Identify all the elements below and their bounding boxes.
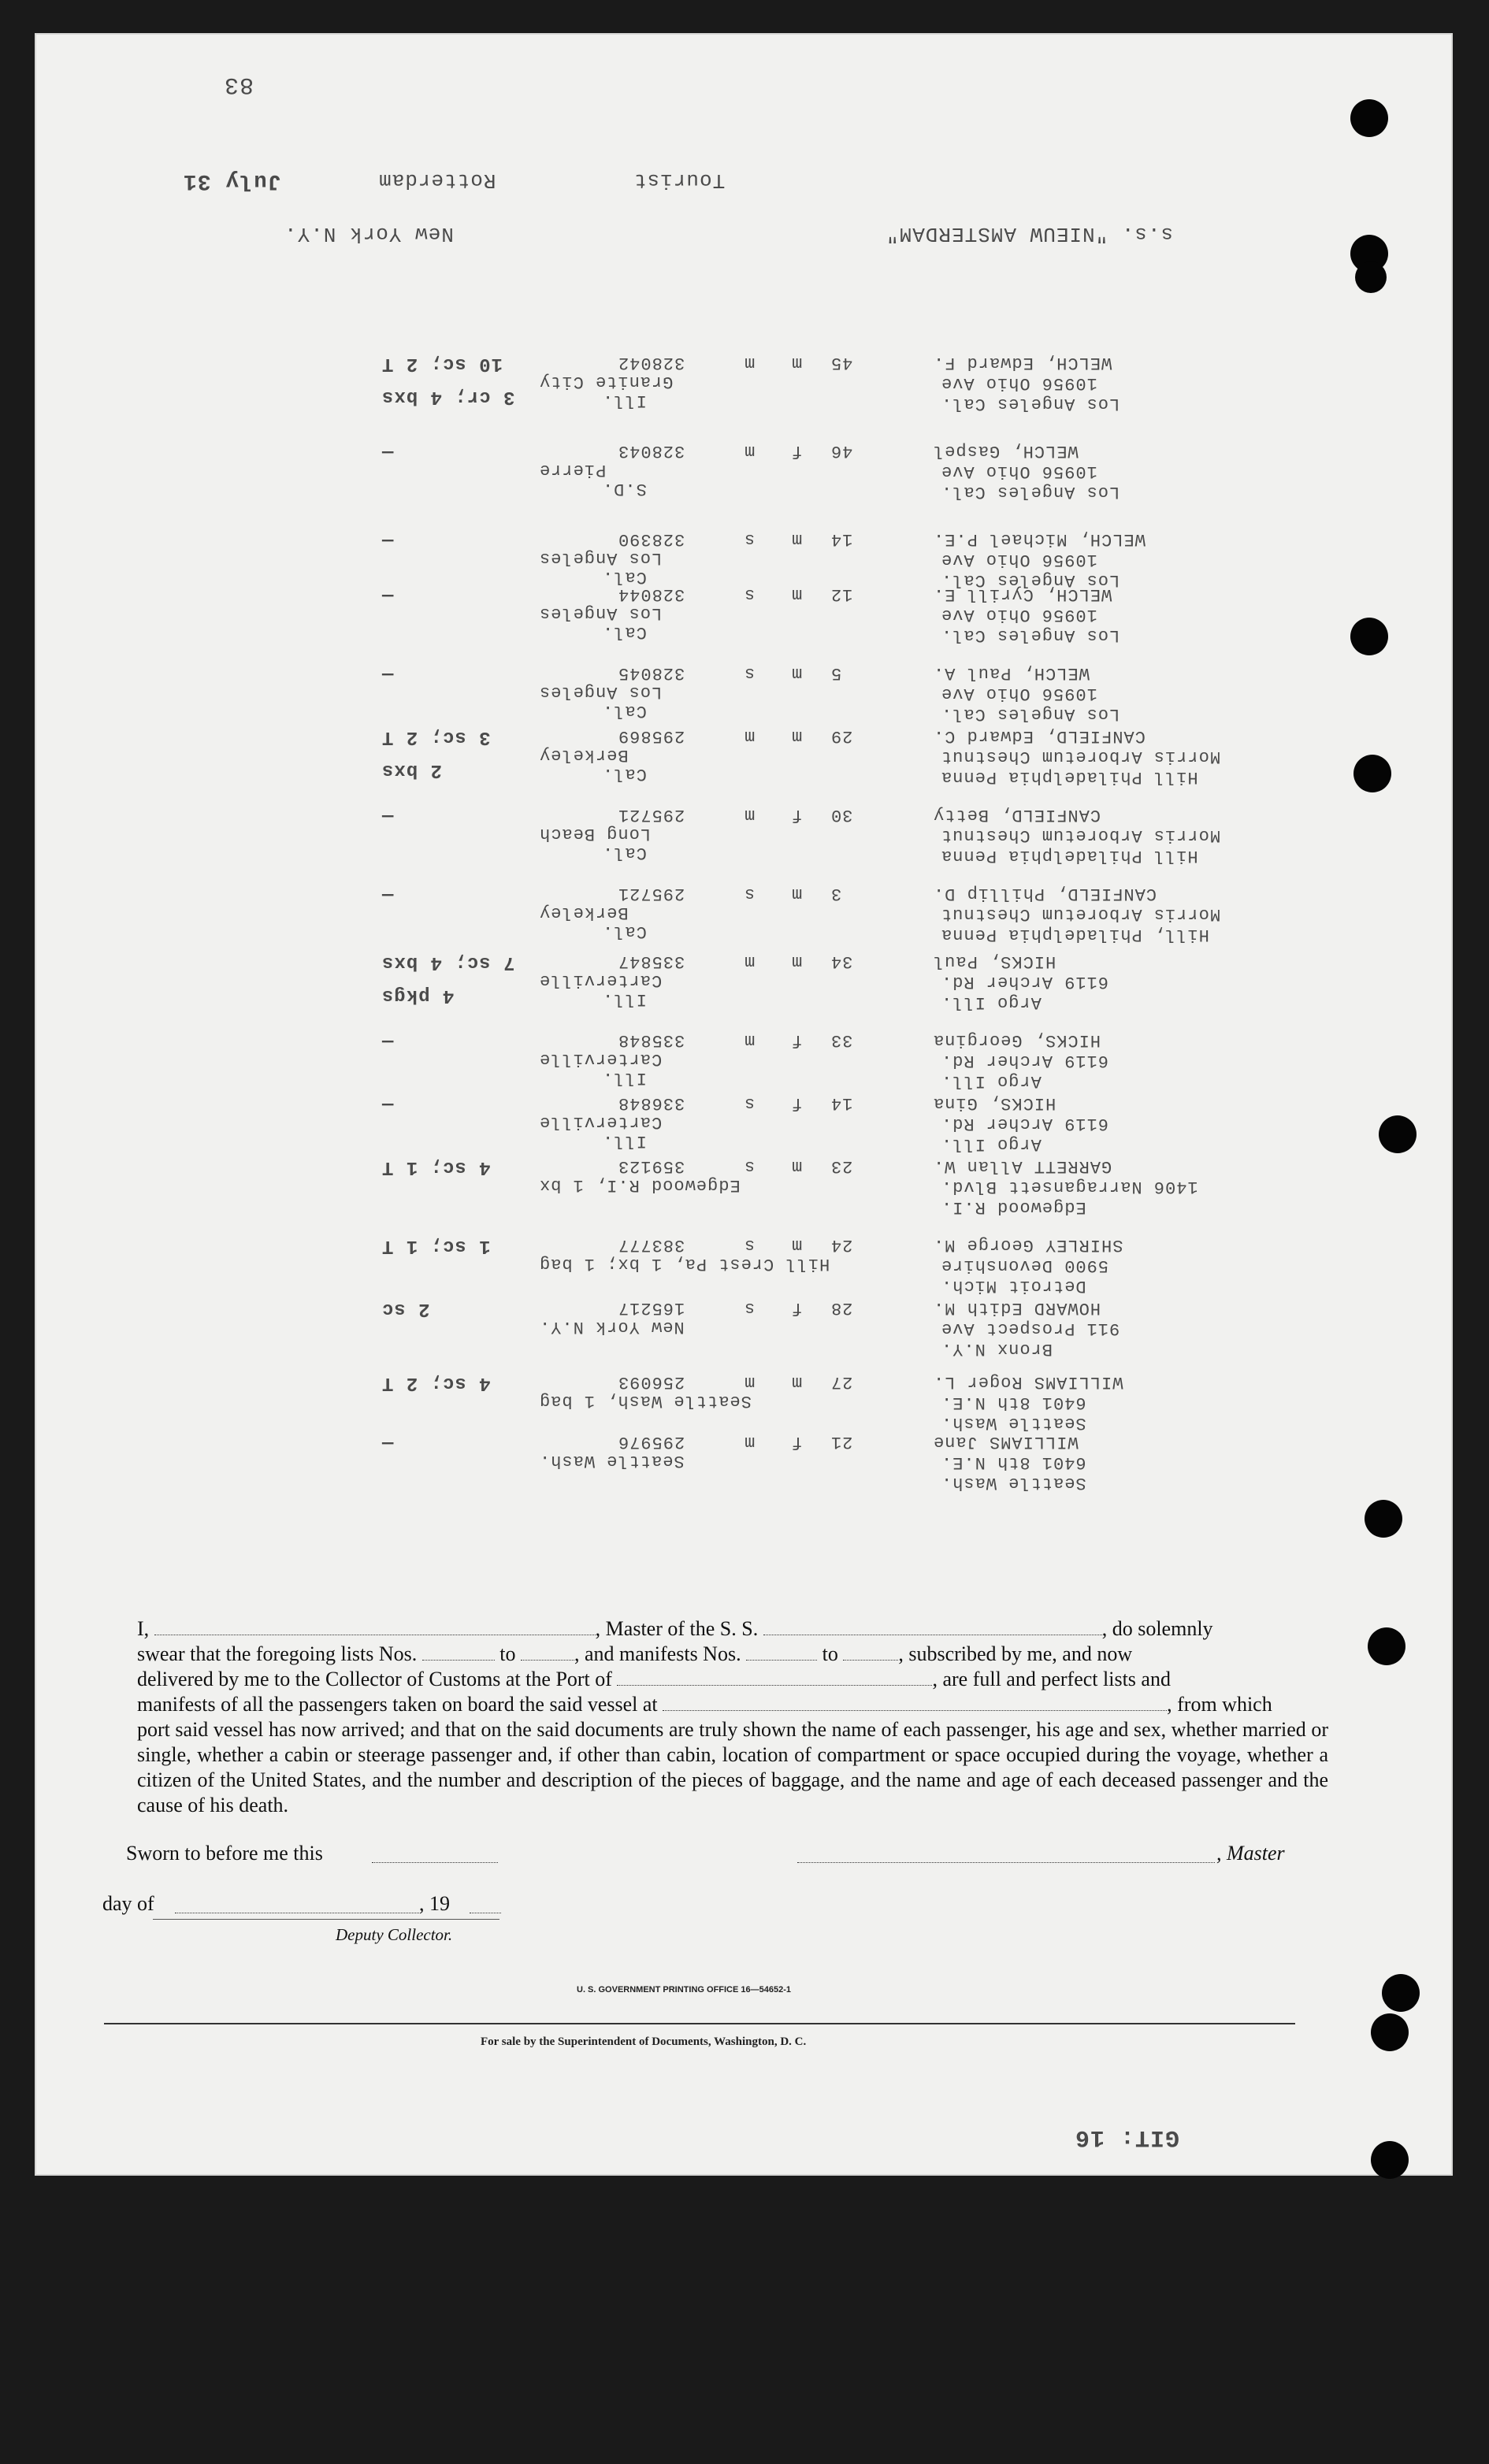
punch-hole — [1382, 1974, 1420, 2012]
passenger-: Los Angeles Cal. — [941, 570, 1120, 590]
passenger-name: SHIRLEY George M. — [933, 1235, 1123, 1255]
passenger-status: m — [744, 441, 756, 461]
punch-hole — [1355, 262, 1387, 293]
passenger-status: m — [744, 952, 756, 971]
oath-text: to — [499, 1642, 516, 1665]
passenger-: Los Angeles Cal. — [941, 482, 1120, 502]
passenger-baggage: 4 sc; 2 T — [381, 1372, 491, 1393]
passenger-baggage: 10 sc; 2 T — [381, 353, 503, 374]
ship-name: s.s. "NIEUW AMSTERDAM" — [886, 222, 1174, 246]
footer-rule — [104, 2023, 1295, 2024]
passenger-baggage: 3 sc; 2 T — [381, 726, 491, 748]
passenger-sex: m — [791, 584, 803, 604]
passenger-: 6401 8th N.E. — [941, 1393, 1086, 1412]
passenger-born: Edgewood R.I, 1 bx — [539, 1175, 741, 1195]
passenger-age: 12 — [830, 584, 853, 604]
passenger-status: s — [744, 584, 756, 604]
punch-hole — [1350, 99, 1388, 137]
passenger-sex: f — [791, 1298, 803, 1318]
passenger-born: Seattle Wash, 1 bag — [539, 1391, 752, 1411]
passenger-baggage: — — [381, 584, 394, 606]
passenger-: Edgewood R.I. — [941, 1197, 1086, 1217]
passenger-born: New York N.Y. — [539, 1317, 685, 1337]
oath-text: to — [822, 1642, 838, 1665]
passenger-: Argo Ill. — [941, 1071, 1042, 1091]
manifest-from-field[interactable] — [746, 1642, 817, 1661]
passenger-sex: m — [791, 1372, 803, 1392]
passenger-age: 28 — [830, 1298, 853, 1318]
passenger-: 6119 Archer Rd. — [941, 972, 1109, 992]
oath-text: , subscribed by me, and now — [898, 1642, 1133, 1665]
passenger-age: 29 — [830, 726, 853, 746]
sale-notice: For sale by the Superintendent of Documents, Washington, D. C. — [481, 2035, 807, 2048]
punch-hole — [1371, 2141, 1409, 2179]
deputy-collector-label: Deputy Collector. — [336, 1925, 453, 1944]
passenger-name: WELCH, Paul A. — [933, 663, 1090, 683]
oath-text: manifests of all the passengers taken on board the said vessel at — [137, 1693, 658, 1716]
passenger-: 10956 Ohio Ave — [941, 605, 1097, 625]
oath-paragraph — [137, 1616, 1328, 1818]
boarding-port-field[interactable] — [663, 1693, 1167, 1711]
passenger-born: Cal. — [602, 843, 647, 863]
passenger-sex: m — [791, 1156, 803, 1176]
passenger-: 1406 Narragansett Blvd. — [941, 1177, 1198, 1197]
passenger-cert: 359123 — [618, 1156, 685, 1176]
passenger-: Hill, Philadelphia Penna — [941, 925, 1209, 944]
page-number: 83 — [224, 71, 254, 98]
passenger-age: 45 — [830, 353, 853, 373]
passenger-name: WELCH, Edward F. — [933, 353, 1112, 373]
passenger-name: HICKS, Paul — [933, 952, 1056, 971]
ship-name-field[interactable] — [763, 1617, 1102, 1635]
passenger-: 6119 Archer Rd. — [941, 1114, 1109, 1134]
passenger-cert: 328042 — [618, 353, 685, 373]
passenger-name: WILLIAMS Jane — [933, 1432, 1079, 1452]
passenger-born: Seattle Wash. — [539, 1451, 685, 1471]
manifest-date: July 31 — [183, 169, 281, 193]
passenger-born: Carterville — [539, 1112, 663, 1132]
passenger-born: Los Angeles — [539, 682, 663, 702]
passenger-sex: m — [791, 663, 803, 683]
passenger-born: Ill. — [602, 1068, 647, 1088]
passenger-status: m — [744, 805, 756, 825]
punch-hole — [1365, 1500, 1402, 1538]
passenger-baggage: — — [381, 1030, 394, 1052]
passenger-age: 23 — [830, 1156, 853, 1176]
passenger-born: Cal. — [602, 764, 647, 784]
passenger-baggage: — — [381, 884, 394, 905]
passenger-baggage: 1 sc; 1 T — [381, 1235, 491, 1256]
passenger-: Los Angeles Cal. — [941, 704, 1120, 724]
passenger-status: s — [744, 1156, 756, 1176]
passenger-: Los Angeles Cal. — [941, 625, 1120, 645]
passenger-status: m — [744, 1030, 756, 1050]
passenger-status: s — [744, 663, 756, 683]
oath-text: swear that the foregoing lists Nos. — [137, 1642, 418, 1665]
passenger-age: 34 — [830, 952, 853, 971]
passenger-: 10956 Ohio Ave — [941, 373, 1097, 393]
passenger-baggage: — — [381, 529, 394, 551]
passenger-cert: 295721 — [618, 884, 685, 904]
passenger-name: CANFIELD, Betty — [933, 805, 1101, 825]
passenger-name: GARRETT Allan W. — [933, 1156, 1112, 1176]
passenger-cert: 383777 — [618, 1235, 685, 1255]
list-to-field[interactable] — [521, 1642, 574, 1661]
passenger-sex: m — [791, 726, 803, 746]
oath-text: port said vessel has now arrived; and that on the said documents are truly shown the name of each passenger, his age and sex, whether married or single, whether a cabin or steerage passenger and, if other than cabin, location of compartment or space occupied during the voyage, whether a citizen of the United States, and the number and description of the pieces of baggage, and the name and age of each deceased passenger and the cause of his death. — [137, 1718, 1328, 1816]
passenger-born: Pierre — [539, 460, 607, 480]
passenger-sex: f — [791, 1030, 803, 1050]
passenger-age: 24 — [830, 1235, 853, 1255]
passenger-baggage: 4 sc; 1 T — [381, 1156, 491, 1178]
day-field[interactable] — [175, 1895, 419, 1913]
passenger-cert: 328390 — [618, 529, 685, 549]
oath-text: I, — [137, 1617, 150, 1640]
passenger-sex: m — [791, 1235, 803, 1255]
passenger-: Detroit Mich. — [941, 1276, 1086, 1296]
passenger-sex: m — [791, 353, 803, 373]
passenger-: 911 Prospect Ave — [941, 1319, 1120, 1338]
passenger-age: 14 — [830, 529, 853, 549]
day-of-label: day of — [102, 1892, 154, 1915]
passenger-born: Cal. — [602, 922, 647, 941]
passenger-age: 46 — [830, 441, 853, 461]
passenger-name: CANFIELD, Edward C. — [933, 726, 1146, 746]
passenger-: 5900 Devonshire — [941, 1256, 1109, 1275]
passenger-baggage: — — [381, 441, 394, 462]
passenger-born: Granite City — [539, 372, 674, 391]
passenger-name: WILLIAMS Roger L. — [933, 1372, 1123, 1392]
passenger-: Seattle Wash. — [941, 1473, 1086, 1493]
passenger-born: Long Beach — [539, 824, 652, 844]
punch-hole — [1371, 2013, 1409, 2051]
passenger-status: s — [744, 884, 756, 904]
passenger-name: WELCH, Gaspel — [933, 441, 1079, 461]
punch-hole — [1350, 618, 1388, 655]
oath-text: , are full and perfect lists and — [932, 1668, 1171, 1690]
passenger-status: s — [744, 529, 756, 549]
passenger-born: Ill. — [602, 391, 647, 410]
passenger-: 10956 Ohio Ave — [941, 684, 1097, 703]
passenger-baggage: 3 cr; 4 bxs — [381, 386, 515, 407]
passenger-cert: 328045 — [618, 663, 685, 683]
passenger-: 10956 Ohio Ave — [941, 462, 1097, 481]
passenger-: 10956 Ohio Ave — [941, 550, 1097, 570]
passenger-baggage: 7 sc; 4 bxs — [381, 952, 515, 973]
passenger-sex: f — [791, 1432, 803, 1452]
passenger-: 6401 8th N.E. — [941, 1453, 1086, 1472]
year-label: , 19 — [419, 1892, 450, 1915]
passenger-cert: 335847 — [618, 952, 685, 971]
passenger-age: 21 — [830, 1432, 853, 1452]
passenger-baggage: — — [381, 1093, 394, 1115]
passenger-cert: 295869 — [618, 726, 685, 746]
passenger-born: Cal. — [602, 701, 647, 721]
passenger-baggage: 2 bxs — [381, 759, 443, 781]
passenger-status: s — [744, 1298, 756, 1318]
deputy-signature-line — [153, 1919, 499, 1920]
passenger-cert: 295976 — [618, 1432, 685, 1452]
passenger-age: 5 — [830, 663, 842, 683]
passenger-: Hill Philadelphia Penna — [941, 846, 1198, 866]
passenger-born: Cal. — [602, 622, 647, 642]
passenger-sex: f — [791, 805, 803, 825]
passenger-age: 30 — [830, 805, 853, 825]
passenger-: 6119 Archer Rd. — [941, 1051, 1109, 1071]
passenger-born: Carterville — [539, 1049, 663, 1069]
passenger-name: HOWARD Edith M. — [933, 1298, 1101, 1318]
passenger-class: Tourist — [633, 169, 726, 192]
passenger-status: m — [744, 1432, 756, 1452]
passenger-baggage: 4 pkgs — [381, 985, 455, 1006]
passenger-baggage: — — [381, 805, 394, 826]
oath-text: , from which — [1167, 1693, 1272, 1716]
passenger-status: s — [744, 1235, 756, 1255]
passenger-name: WELCH, Michael P.E. — [933, 529, 1146, 549]
passenger-: Morris Arboretum Chestnut — [941, 747, 1221, 766]
master-signature-field[interactable] — [797, 1845, 1215, 1863]
passenger-baggage: — — [381, 663, 394, 685]
passenger-sex: f — [791, 441, 803, 461]
passenger-: Seattle Wash. — [941, 1413, 1086, 1433]
passenger-born: Carterville — [539, 970, 663, 990]
departure-port: Rotterdam — [378, 169, 496, 192]
passenger-born: Ill. — [602, 1131, 647, 1151]
master-label: , Master — [1216, 1842, 1285, 1865]
list-from-field[interactable] — [422, 1642, 495, 1661]
master-name-field[interactable] — [154, 1617, 596, 1635]
passenger-born: Ill. — [602, 989, 647, 1009]
passenger-: Argo Ill. — [941, 993, 1042, 1012]
passenger-cert: 328043 — [618, 441, 685, 461]
passenger-age: 3 — [830, 884, 842, 904]
passenger-cert: 335848 — [618, 1030, 685, 1050]
passenger-name: HICKS, Georgina — [933, 1030, 1101, 1050]
passenger-status: m — [744, 353, 756, 373]
punch-hole — [1379, 1115, 1417, 1153]
passenger-sex: m — [791, 884, 803, 904]
oath-text: , and manifests Nos. — [574, 1642, 741, 1665]
passenger-cert: 165217 — [618, 1298, 685, 1318]
punch-hole — [1353, 755, 1391, 792]
passenger-name: HICKS, Gina — [933, 1093, 1056, 1113]
oath-text: , do solemnly — [1101, 1617, 1213, 1640]
footer-code: GIT: 16 — [1075, 2124, 1180, 2150]
destination: New York N.Y. — [284, 222, 454, 246]
oath-text: , Master of the S. S. — [595, 1617, 759, 1640]
passenger-: Los Angeles Cal. — [941, 394, 1120, 414]
passenger-cert: 328044 — [618, 584, 685, 604]
passenger-born: S.D. — [602, 479, 647, 499]
passenger-: Morris Arboretum Chestnut — [941, 826, 1221, 845]
passenger-cert: 295721 — [618, 805, 685, 825]
passenger-born: Berkeley — [539, 745, 629, 765]
passenger-: Hill Philadelphia Penna — [941, 767, 1198, 787]
year-field[interactable] — [470, 1895, 501, 1913]
passenger-name: WELCH, Cyrill E. — [933, 584, 1112, 604]
port-field[interactable] — [617, 1668, 932, 1686]
oath-text: delivered by me to the Collector of Customs at the Port of — [137, 1668, 612, 1690]
passenger-status: m — [744, 1372, 756, 1392]
sworn-label: Sworn to before me this — [126, 1842, 323, 1865]
passenger-sex: f — [791, 1093, 803, 1113]
passenger-born: Hill Crest Pa, 1 bx; 1 bag — [539, 1254, 830, 1274]
passenger-born: Berkeley — [539, 903, 629, 922]
punch-hole — [1368, 1627, 1405, 1665]
passenger-age: 27 — [830, 1372, 853, 1392]
passenger-: Bronx N.Y. — [941, 1339, 1053, 1359]
passenger-baggage: 2 sc — [381, 1298, 430, 1319]
passenger-cert: 256093 — [618, 1372, 685, 1392]
passenger-sex: m — [791, 952, 803, 971]
passenger-born: Cal. — [602, 567, 647, 587]
passenger-cert: 336848 — [618, 1093, 685, 1113]
manifest-sheet — [35, 33, 1453, 2176]
manifest-to-field[interactable] — [843, 1642, 898, 1661]
passenger-baggage: — — [381, 1432, 394, 1453]
passenger-born: Los Angeles — [539, 603, 663, 623]
passenger-age: 33 — [830, 1030, 853, 1050]
passenger-age: 14 — [830, 1093, 853, 1113]
passenger-status: m — [744, 726, 756, 746]
gpo-imprint: U. S. GOVERNMENT PRINTING OFFICE 16—54652-1 — [577, 1985, 792, 1995]
passenger-born: Los Angeles — [539, 548, 663, 568]
passenger-: Morris Arboretum Chestnut — [941, 904, 1221, 924]
passenger-status: s — [744, 1093, 756, 1113]
passenger-: Argo Ill. — [941, 1134, 1042, 1154]
sworn-date-field[interactable] — [372, 1845, 498, 1863]
passenger-sex: m — [791, 529, 803, 549]
passenger-name: CANFIELD, Phillip D. — [933, 884, 1157, 904]
